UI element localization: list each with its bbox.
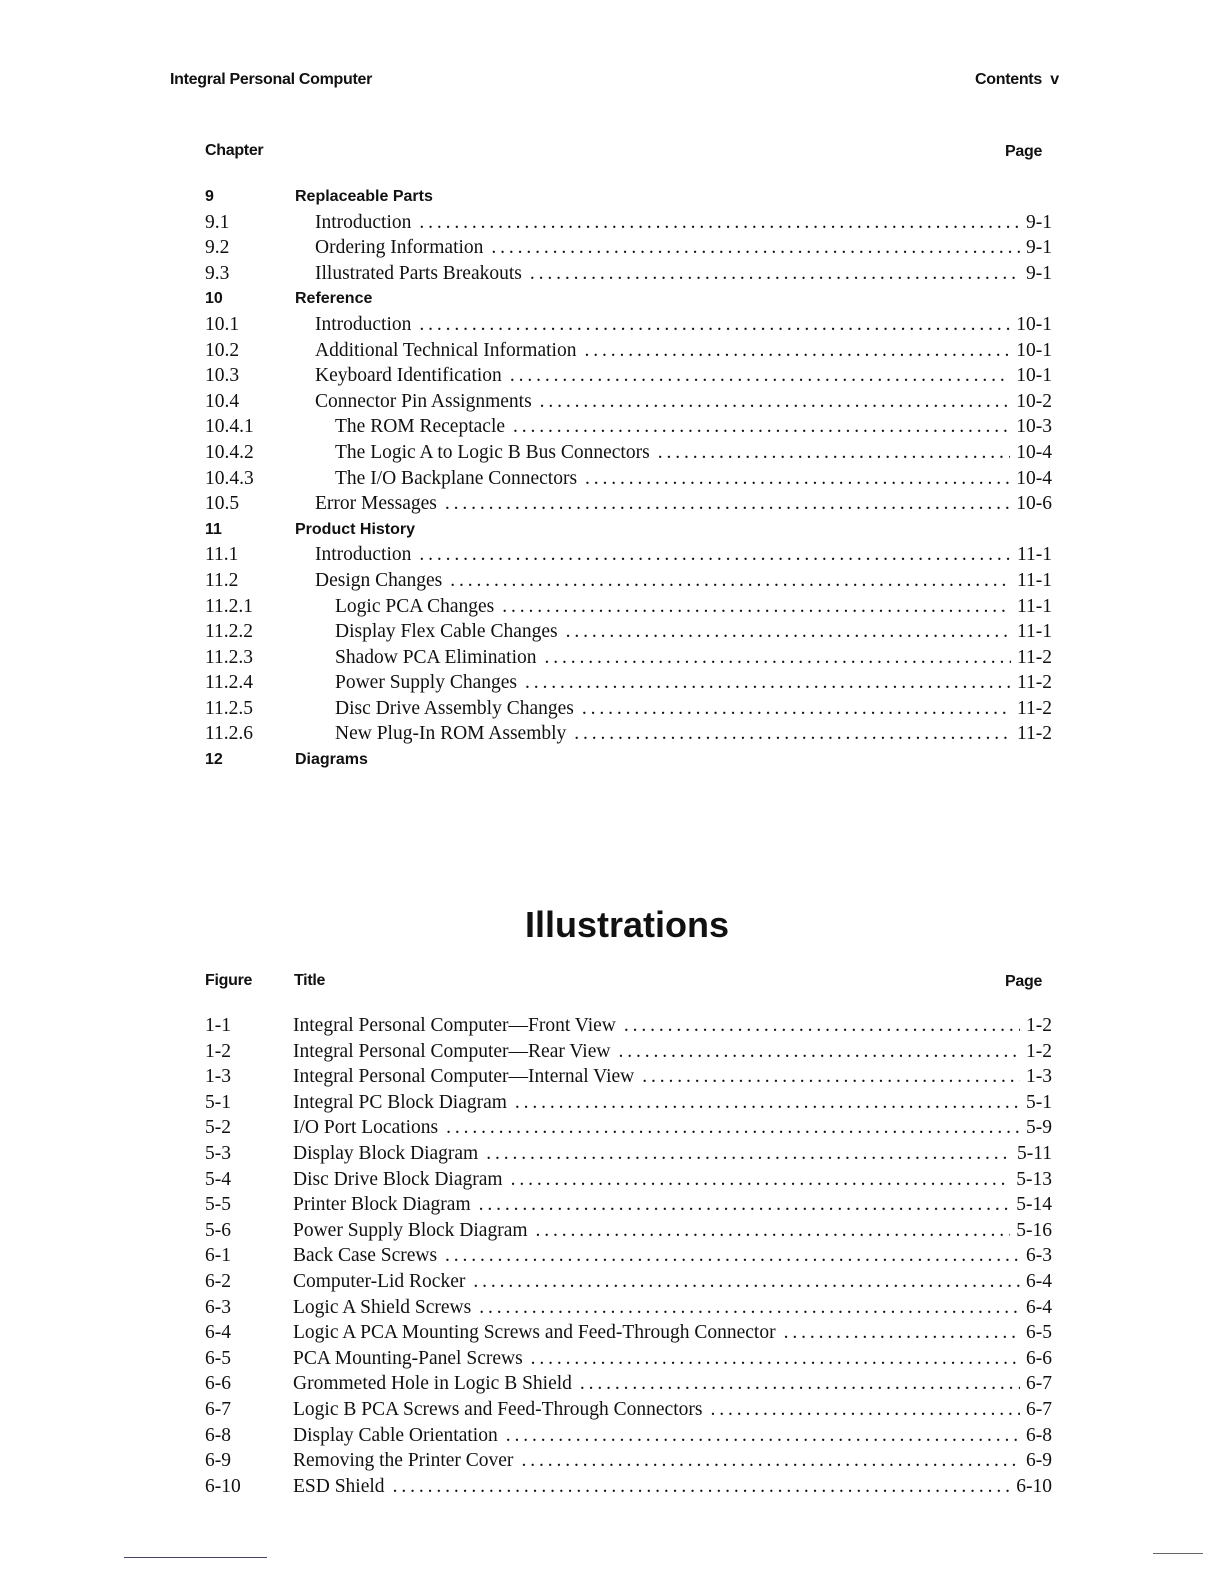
entry-title: Back Case Screws — [293, 1245, 438, 1267]
dot-leader — [445, 1243, 1020, 1269]
entry-number: 10.1 — [205, 313, 240, 335]
dot-leader — [530, 261, 1020, 287]
illustrations-heading: Illustrations — [524, 904, 730, 945]
entry-title-leader — [293, 1192, 1010, 1218]
entry-title: Logic B PCA Screws and Feed-Through Connectors — [293, 1398, 703, 1420]
entry-title-leader — [293, 1423, 1020, 1449]
entry-number: 6-8 — [205, 1424, 231, 1446]
chapter-number: 12 — [205, 751, 223, 769]
entry-title: Logic A Shield Screws — [293, 1296, 472, 1318]
entry-title-leader — [293, 1090, 1020, 1116]
dot-leader — [582, 696, 1011, 722]
figure-entry[interactable] — [205, 1371, 1052, 1397]
entry-page: 11-1 — [1016, 569, 1052, 591]
chapter-heading[interactable] — [205, 184, 1052, 210]
entry-page: 6-6 — [1026, 1347, 1052, 1369]
dot-leader — [784, 1320, 1020, 1346]
dot-leader — [479, 1192, 1011, 1218]
entry-title-leader — [295, 721, 1011, 747]
entry-page: 5-1 — [1026, 1091, 1052, 1113]
entry-title-leader — [295, 542, 1011, 568]
figure-entry[interactable] — [205, 1090, 1052, 1116]
figure-entry[interactable] — [205, 1115, 1052, 1141]
entry-number: 1-3 — [205, 1066, 231, 1088]
toc-entry[interactable] — [205, 261, 1052, 287]
toc-entry[interactable] — [205, 619, 1052, 645]
entry-number: 5-6 — [205, 1219, 231, 1241]
entry-number: 6-3 — [205, 1296, 231, 1318]
entry-number: 11.2.3 — [205, 646, 254, 668]
toc-entry[interactable] — [205, 466, 1052, 492]
table-of-contents — [205, 184, 1052, 773]
entry-number: 6-1 — [205, 1245, 231, 1267]
entry-number: 6-7 — [205, 1398, 231, 1420]
entry-title-leader — [293, 1371, 1020, 1397]
entry-title: Disc Drive Assembly Changes — [335, 697, 574, 719]
entry-page: 10-1 — [1016, 365, 1052, 387]
entry-number: 5-5 — [205, 1194, 231, 1216]
entry-page: 11-2 — [1016, 697, 1052, 719]
entry-title-leader — [293, 1474, 1010, 1500]
dot-leader — [642, 1064, 1020, 1090]
dot-leader — [393, 1474, 1011, 1500]
entry-title: Connector Pin Assignments — [315, 390, 532, 412]
entry-page: 5-11 — [1016, 1142, 1052, 1164]
figure-entry[interactable] — [205, 1218, 1052, 1244]
chapter-group — [205, 517, 1052, 747]
entry-page: 1-2 — [1026, 1040, 1052, 1062]
toc-entry[interactable] — [205, 440, 1052, 466]
entry-title: Introduction — [315, 313, 412, 335]
chapter-heading[interactable] — [205, 747, 1052, 773]
figure-entry[interactable] — [205, 1243, 1052, 1269]
entry-page: 5-14 — [1016, 1194, 1052, 1216]
entry-page: 11-2 — [1016, 646, 1052, 668]
toc-entry[interactable] — [205, 568, 1052, 594]
entry-number: 1-2 — [205, 1040, 231, 1062]
entry-title: PCA Mounting-Panel Screws — [293, 1347, 523, 1369]
entry-number: 6-10 — [205, 1475, 241, 1497]
entry-title-leader — [293, 1397, 1020, 1423]
figure-entry[interactable] — [205, 1474, 1052, 1500]
entry-page: 5-16 — [1016, 1219, 1052, 1241]
entry-title-leader — [293, 1269, 1020, 1295]
chapter-group — [205, 747, 1052, 773]
entry-title-leader — [295, 568, 1011, 594]
entry-title-leader — [293, 1115, 1020, 1141]
entry-page: 9-1 — [1026, 237, 1052, 259]
figure-entry[interactable] — [205, 1013, 1052, 1039]
entry-title-leader — [293, 1295, 1020, 1321]
entry-title-leader — [293, 1167, 1010, 1193]
dot-leader — [479, 1295, 1020, 1321]
toc-entry[interactable] — [205, 235, 1052, 261]
dot-leader — [515, 1090, 1020, 1116]
entry-number: 11.2.1 — [205, 595, 254, 617]
figure-entry[interactable] — [205, 1039, 1052, 1065]
entry-page: 11-2 — [1016, 723, 1052, 745]
entry-title: The I/O Backplane Connectors — [335, 467, 578, 489]
entry-number: 6-2 — [205, 1270, 231, 1292]
figure-entry[interactable] — [205, 1269, 1052, 1295]
entry-title: The ROM Receptacle — [335, 416, 506, 438]
dot-leader — [624, 1013, 1020, 1039]
entry-page: 6-10 — [1016, 1475, 1052, 1497]
dot-leader — [419, 312, 1010, 338]
entry-number: 10.4 — [205, 390, 240, 412]
entry-title: Ordering Information — [315, 237, 484, 259]
toc-entry[interactable] — [205, 670, 1052, 696]
entry-number: 6-9 — [205, 1450, 231, 1472]
toc-entry[interactable] — [205, 491, 1052, 517]
entry-title: Introduction — [315, 544, 412, 566]
entry-page: 6-7 — [1026, 1373, 1052, 1395]
entry-title-leader — [295, 389, 1010, 415]
entry-title-leader — [295, 466, 1010, 492]
dot-leader — [511, 1167, 1011, 1193]
entry-page: 6-4 — [1026, 1296, 1052, 1318]
entry-title-leader — [295, 619, 1011, 645]
entry-title: Introduction — [315, 211, 412, 233]
entry-number: 11.2.5 — [205, 697, 254, 719]
entry-title: Logic PCA Changes — [335, 595, 495, 617]
running-header-title: Integral Personal Computer — [170, 71, 373, 88]
chapter-heading[interactable] — [205, 517, 1052, 543]
toc-entry[interactable] — [205, 338, 1052, 364]
entry-title-leader — [295, 670, 1011, 696]
entry-title: Display Flex Cable Changes — [335, 621, 558, 643]
chapter-number: 10 — [205, 290, 223, 308]
entry-title: Integral Personal Computer—Internal View — [293, 1066, 635, 1088]
entry-title: The Logic A to Logic B Bus Connectors — [335, 441, 650, 463]
entry-title-leader — [293, 1346, 1020, 1372]
figure-entry[interactable] — [205, 1397, 1052, 1423]
entry-page: 11-1 — [1016, 544, 1052, 566]
entry-number: 11.2.4 — [205, 672, 254, 694]
chapter-title: Replaceable Parts — [295, 188, 433, 205]
entry-title-leader — [295, 696, 1011, 722]
list-of-illustrations — [205, 1013, 1052, 1499]
entry-title-leader — [295, 338, 1010, 364]
dot-leader — [506, 1423, 1020, 1449]
entry-page: 1-2 — [1026, 1015, 1052, 1036]
entry-title: Integral Personal Computer—Rear View — [293, 1040, 611, 1062]
entry-title-leader — [295, 414, 1010, 440]
figure-entry[interactable] — [205, 1141, 1052, 1167]
entry-page: 10-4 — [1016, 441, 1052, 463]
entry-title-leader — [293, 1064, 1020, 1090]
entry-page: 6-8 — [1026, 1424, 1052, 1446]
chapter-column-header: Chapter — [205, 142, 264, 159]
entry-title: Shadow PCA Elimination — [335, 646, 537, 668]
toc-entry[interactable] — [205, 414, 1052, 440]
entry-title-leader — [295, 235, 1020, 261]
dot-leader — [545, 645, 1011, 671]
toc-entry[interactable] — [205, 363, 1052, 389]
entry-title-leader — [293, 1039, 1020, 1065]
entry-title-leader — [293, 1013, 1020, 1039]
entry-title: Grommeted Hole in Logic B Shield — [293, 1373, 572, 1395]
dot-leader — [486, 1141, 1011, 1167]
entry-number: 10.4.1 — [205, 416, 254, 438]
entry-number: 5-2 — [205, 1117, 231, 1139]
entry-number: 9.2 — [205, 237, 230, 259]
entry-number: 11.2.6 — [205, 723, 254, 745]
entry-page: 1-3 — [1026, 1066, 1052, 1088]
dot-leader — [419, 542, 1011, 568]
toc-entry[interactable] — [205, 389, 1052, 415]
entry-title-leader — [295, 210, 1020, 236]
entry-page: 6-7 — [1026, 1398, 1052, 1420]
chapter-title: Reference — [295, 290, 373, 308]
entry-page: 6-5 — [1026, 1322, 1052, 1344]
entry-page: 10-6 — [1016, 493, 1052, 515]
entry-page: 9-1 — [1026, 211, 1052, 233]
chapter-title: Product History — [295, 520, 416, 538]
entry-title-leader — [295, 594, 1011, 620]
dot-leader — [584, 338, 1010, 364]
entry-title-leader — [293, 1141, 1011, 1167]
chapter-group — [205, 184, 1052, 286]
figure-entry[interactable] — [205, 1064, 1052, 1090]
entry-title: Display Block Diagram — [293, 1142, 479, 1164]
figure-page-column-header: Page — [1005, 973, 1043, 990]
entry-page: 10-1 — [1016, 313, 1052, 335]
dot-leader — [446, 1115, 1020, 1141]
dot-leader — [510, 363, 1010, 389]
dot-leader — [473, 1269, 1020, 1295]
entry-number: 6-5 — [205, 1347, 231, 1369]
figure-entry[interactable] — [205, 1320, 1052, 1346]
entry-page: 6-4 — [1026, 1270, 1052, 1292]
entry-number: 10.2 — [205, 339, 240, 361]
figure-entry[interactable] — [205, 1346, 1052, 1372]
entry-page: 5-9 — [1026, 1117, 1052, 1139]
dot-leader — [658, 440, 1011, 466]
toc-entry[interactable] — [205, 696, 1052, 722]
title-column-header: Title — [294, 972, 326, 989]
footer-rule — [124, 1557, 267, 1558]
dot-leader — [521, 1448, 1020, 1474]
chapter-group — [205, 286, 1052, 516]
entry-title-leader — [293, 1218, 1010, 1244]
entry-number: 10.4.3 — [205, 467, 254, 489]
entry-title-leader — [295, 312, 1010, 338]
entry-page: 10-4 — [1016, 467, 1052, 489]
dot-leader — [491, 235, 1020, 261]
entry-title: Power Supply Changes — [335, 672, 517, 694]
chapter-title: Diagrams — [295, 751, 368, 769]
toc-entry[interactable] — [205, 594, 1052, 620]
toc-entry[interactable] — [205, 542, 1052, 568]
entry-number: 10.3 — [205, 365, 240, 387]
dot-leader — [574, 721, 1011, 747]
entry-page: 10-2 — [1016, 390, 1052, 412]
entry-title: Design Changes — [315, 569, 443, 591]
entry-title: Error Messages — [315, 493, 437, 515]
entry-title-leader — [295, 645, 1011, 671]
figure-entry[interactable] — [205, 1423, 1052, 1449]
dot-leader — [536, 1218, 1011, 1244]
entry-number: 11.1 — [205, 544, 239, 566]
figure-entry[interactable] — [205, 1167, 1052, 1193]
entry-number: 11.2 — [205, 569, 239, 591]
dot-leader — [580, 1371, 1020, 1397]
figure-entry[interactable] — [205, 1448, 1052, 1474]
page-column-header: Page — [1005, 143, 1043, 160]
entry-title-leader — [293, 1320, 1020, 1346]
dot-leader — [585, 466, 1010, 492]
toc-entry[interactable] — [205, 210, 1052, 236]
entry-title: Keyboard Identification — [315, 365, 502, 387]
figure-entry[interactable] — [205, 1295, 1052, 1321]
entry-title: Integral Personal Computer—Front View — [293, 1015, 616, 1036]
entry-number: 6-6 — [205, 1373, 231, 1395]
figure-column-header: Figure — [205, 972, 253, 989]
entry-title-leader — [293, 1243, 1020, 1269]
entry-number: 10.4.2 — [205, 441, 254, 463]
entry-page: 11-2 — [1016, 672, 1052, 694]
entry-title: Logic A PCA Mounting Screws and Feed-Through Connector — [293, 1322, 776, 1344]
figure-entry[interactable] — [205, 1192, 1052, 1218]
entry-title: Display Cable Orientation — [293, 1424, 498, 1446]
entry-title: Disc Drive Block Diagram — [293, 1168, 503, 1190]
entry-page: 6-9 — [1026, 1450, 1052, 1472]
entry-title-leader — [295, 261, 1020, 287]
entry-number: 5-1 — [205, 1091, 231, 1113]
entry-page: 11-1 — [1016, 595, 1052, 617]
entry-title: Printer Block Diagram — [293, 1194, 471, 1216]
entry-title-leader — [293, 1448, 1020, 1474]
dot-leader — [618, 1039, 1020, 1065]
entry-page: 9-1 — [1026, 262, 1052, 284]
entry-page: 6-3 — [1026, 1245, 1052, 1267]
entry-title: Computer-Lid Rocker — [293, 1270, 466, 1292]
entry-title: I/O Port Locations — [293, 1117, 439, 1139]
entry-number: 5-4 — [205, 1168, 231, 1190]
chapter-number: 11 — [205, 520, 222, 538]
dot-leader — [566, 619, 1011, 645]
entry-title-leader — [295, 491, 1010, 517]
dot-leader — [540, 389, 1011, 415]
entry-number: 1-1 — [205, 1015, 231, 1036]
dot-leader — [445, 491, 1010, 517]
entry-title: Power Supply Block Diagram — [293, 1219, 528, 1241]
entry-number: 11.2.2 — [205, 621, 254, 643]
dot-leader — [419, 210, 1020, 236]
toc-entry[interactable] — [205, 645, 1052, 671]
entry-title: ESD Shield — [293, 1475, 385, 1497]
entry-number: 5-3 — [205, 1142, 231, 1164]
dot-leader — [710, 1397, 1020, 1423]
entry-number: 10.5 — [205, 493, 240, 515]
entry-number: 6-4 — [205, 1322, 231, 1344]
toc-entry[interactable] — [205, 721, 1052, 747]
entry-page: 11-1 — [1016, 621, 1052, 643]
chapter-heading[interactable] — [205, 286, 1052, 312]
footer-rule-right — [1153, 1553, 1203, 1554]
entry-title: Additional Technical Information — [315, 339, 577, 361]
entry-title: Integral PC Block Diagram — [293, 1091, 507, 1113]
entry-title: Removing the Printer Cover — [293, 1450, 514, 1472]
dot-leader — [513, 414, 1010, 440]
entry-page: 5-13 — [1016, 1168, 1052, 1190]
entry-page: 10-3 — [1016, 416, 1052, 438]
entry-title: New Plug-In ROM Assembly — [335, 723, 567, 745]
running-header-section: Contents v — [975, 71, 1059, 88]
entry-title-leader — [295, 440, 1010, 466]
entry-number: 9.1 — [205, 211, 230, 233]
entry-title-leader — [295, 363, 1010, 389]
dot-leader — [531, 1346, 1020, 1372]
toc-entry[interactable] — [205, 312, 1052, 338]
chapter-number: 9 — [205, 188, 214, 205]
dot-leader — [502, 594, 1011, 620]
dot-leader — [525, 670, 1011, 696]
entry-title: Illustrated Parts Breakouts — [315, 262, 522, 284]
entry-page: 10-1 — [1016, 339, 1052, 361]
entry-number: 9.3 — [205, 262, 230, 284]
dot-leader — [450, 568, 1011, 594]
